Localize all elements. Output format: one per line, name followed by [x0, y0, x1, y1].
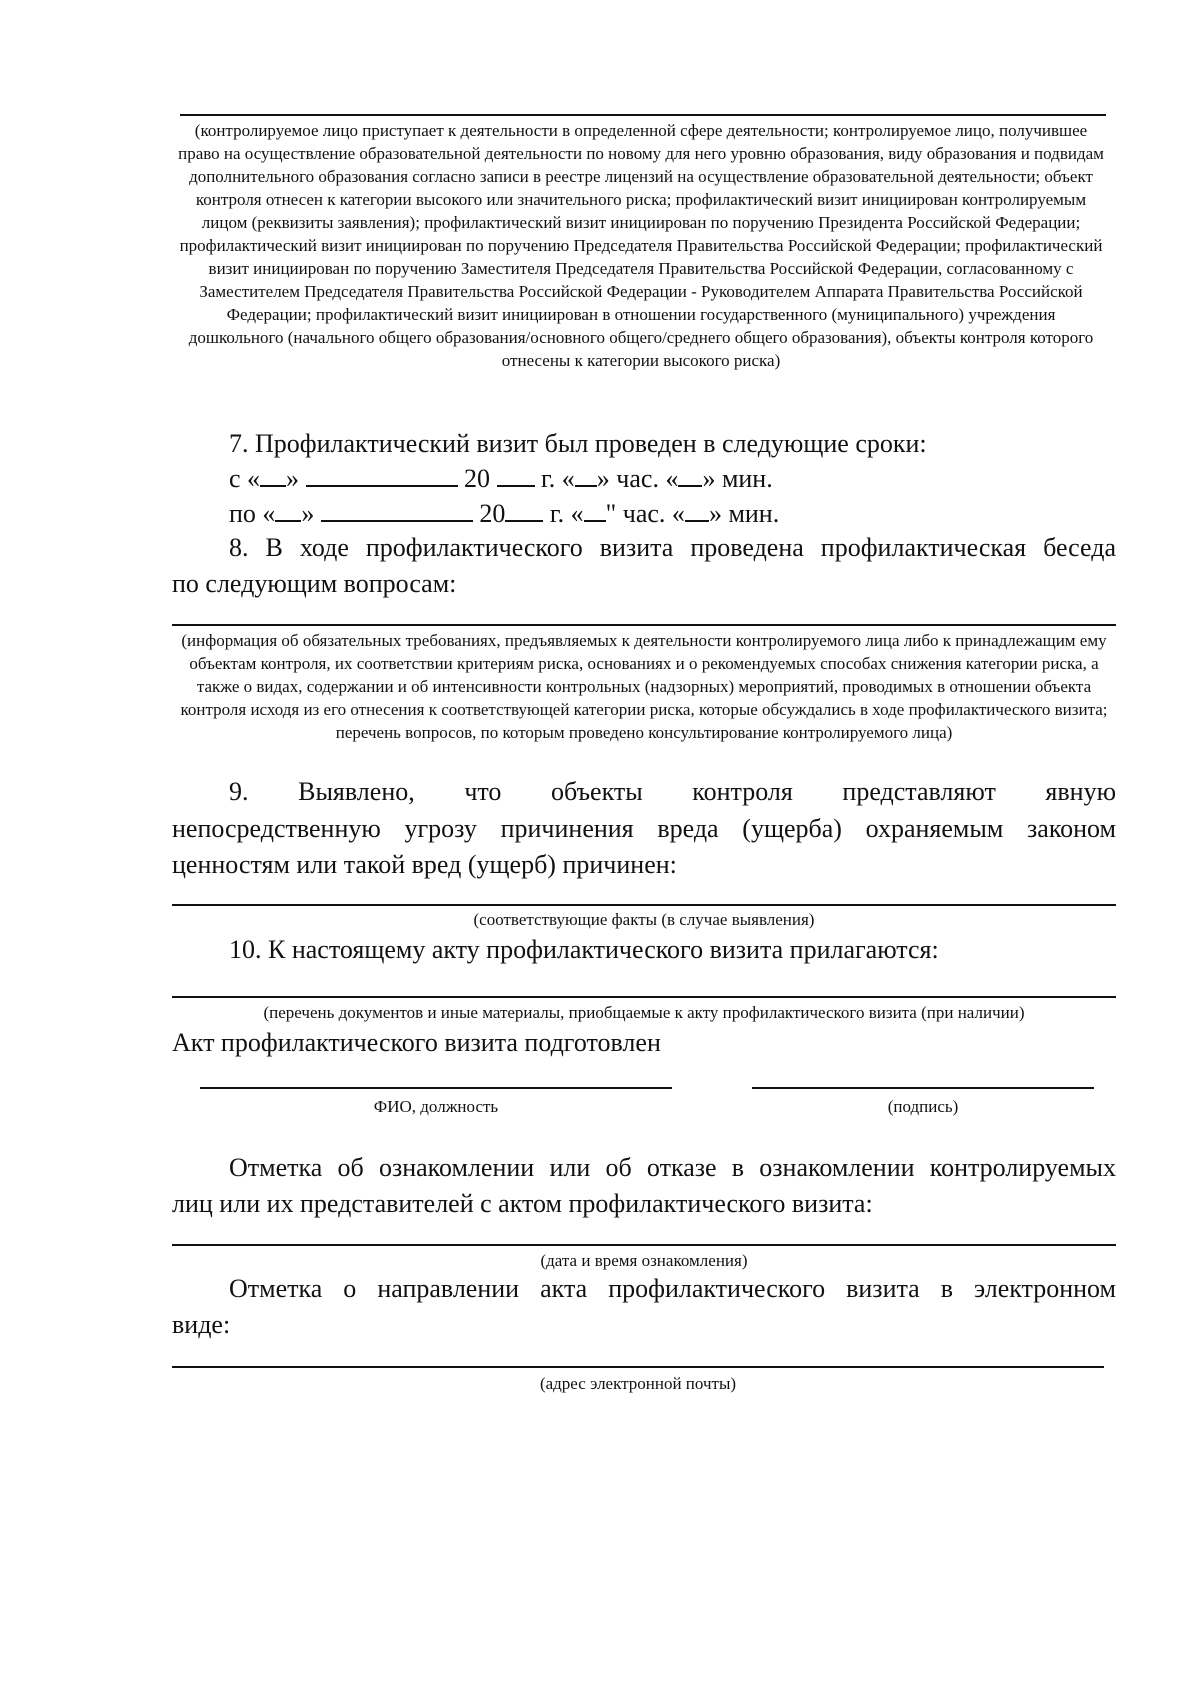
item7-to-line: по « » 20 г. « " час. « » мин.: [229, 499, 780, 528]
prepared-title: Акт профилактического визита подготовлен: [172, 1028, 661, 1057]
caption-signature: (подпись): [887, 1097, 959, 1116]
fill-line-item9: [172, 904, 1116, 906]
caption-item10: (перечень документов и иные материалы, приобщаемые к акту профилактического визита (при наличии): [263, 1003, 1025, 1022]
item8-line2: по следующим вопросам:: [172, 569, 457, 598]
fill-line-fio: [200, 1087, 672, 1089]
caption-item9: (соответствующие факты (в случае выявления): [473, 910, 815, 929]
fill-line-item8: [172, 624, 1116, 626]
fill-line-acquaint: [172, 1244, 1116, 1246]
acquaint-line2: лиц или их представителей с актом профилактического визита:: [172, 1189, 873, 1218]
caption-item8: (информация об обязательных требованиях, предъявляемых к деятельности контролируемого лица либо к принадлежащим ему объектам контроля, их соответствии критериям риска, основаниях и о рекомендуемых способах снижения категории риска, а также о видах, содержании и об интенсивности контрольных (надзорных) мероприятий, проводимых в отношении объекта контроля исходя из его отнесения к соответствующей категории риска, которые обсуждались в ходе профилактического визита; перечень вопросов, по которым проведено консультирование контролируемого лица): [180, 631, 1108, 742]
item9-line3: ценностям или такой вред (ущерб) причинен:: [172, 850, 677, 879]
fill-line-email: [172, 1366, 1104, 1368]
item7-from-line: с « » 20 г. « » час. « » мин.: [229, 464, 773, 493]
electronic-line2: виде:: [172, 1310, 231, 1339]
fill-line-subject: [180, 114, 1106, 116]
fill-line-signature: [752, 1087, 1094, 1089]
item10-line1: 10. К настоящему акту профилактического визита прилагаются:: [229, 935, 939, 964]
caption-fio: ФИО, должность: [373, 1097, 499, 1116]
caption-email: (адрес электронной почты): [539, 1374, 737, 1393]
item8-line1: 8. В ходе профилактического визита проведена профилактическая беседа: [229, 533, 1116, 562]
fill-line-item10: [172, 996, 1116, 998]
caption-acquaint: (дата и время ознакомления): [540, 1251, 748, 1270]
caption-subject: (контролируемое лицо приступает к деятельности в определенной сфере деятельности; контролируемое лицо, получившее право на осуществление образовательной деятельности по новому для него уровню образования, виду образования и подвидам дополнительного образования согласно записи в реестре лицензий на осуществление образовательной деятельности; объект контроля отнесен к категории высокого или значительного риска; профилактический визит инициирован контролируемым лицом (реквизиты заявления); профилактический визит инициирован по поручению Президента Российской Федерации; профилактический визит инициирован по поручению Председателя Правительства Российской Федерации; профилактический визит инициирован по поручению Заместителя Председателя Правительства Российской Федерации, согласованному с Заместителем Председателя Правительства Российской Федерации - Руководителем Аппарата Правительства Российской Федерации; профилактический визит инициирован в отношении государственного (муниципального) учреждения дошкольного (начального общего образования/основного общего/среднего общего образования), объекты контроля которого отнесены к категории высокого риска): [178, 121, 1104, 370]
acquaint-line1: Отметка об ознакомлении или об отказе в ознакомлении контролируемых: [229, 1153, 1116, 1182]
electronic-line1: Отметка о направлении акта профилактического визита в электронном: [229, 1274, 1116, 1303]
item9-line1: 9. Выявлено, что объекты контроля представляют явную: [229, 777, 1116, 806]
item9-line2: непосредственную угрозу причинения вреда (ущерба) охраняемым законом: [172, 814, 1116, 843]
item7-heading: 7. Профилактический визит был проведен в следующие сроки:: [229, 429, 927, 458]
